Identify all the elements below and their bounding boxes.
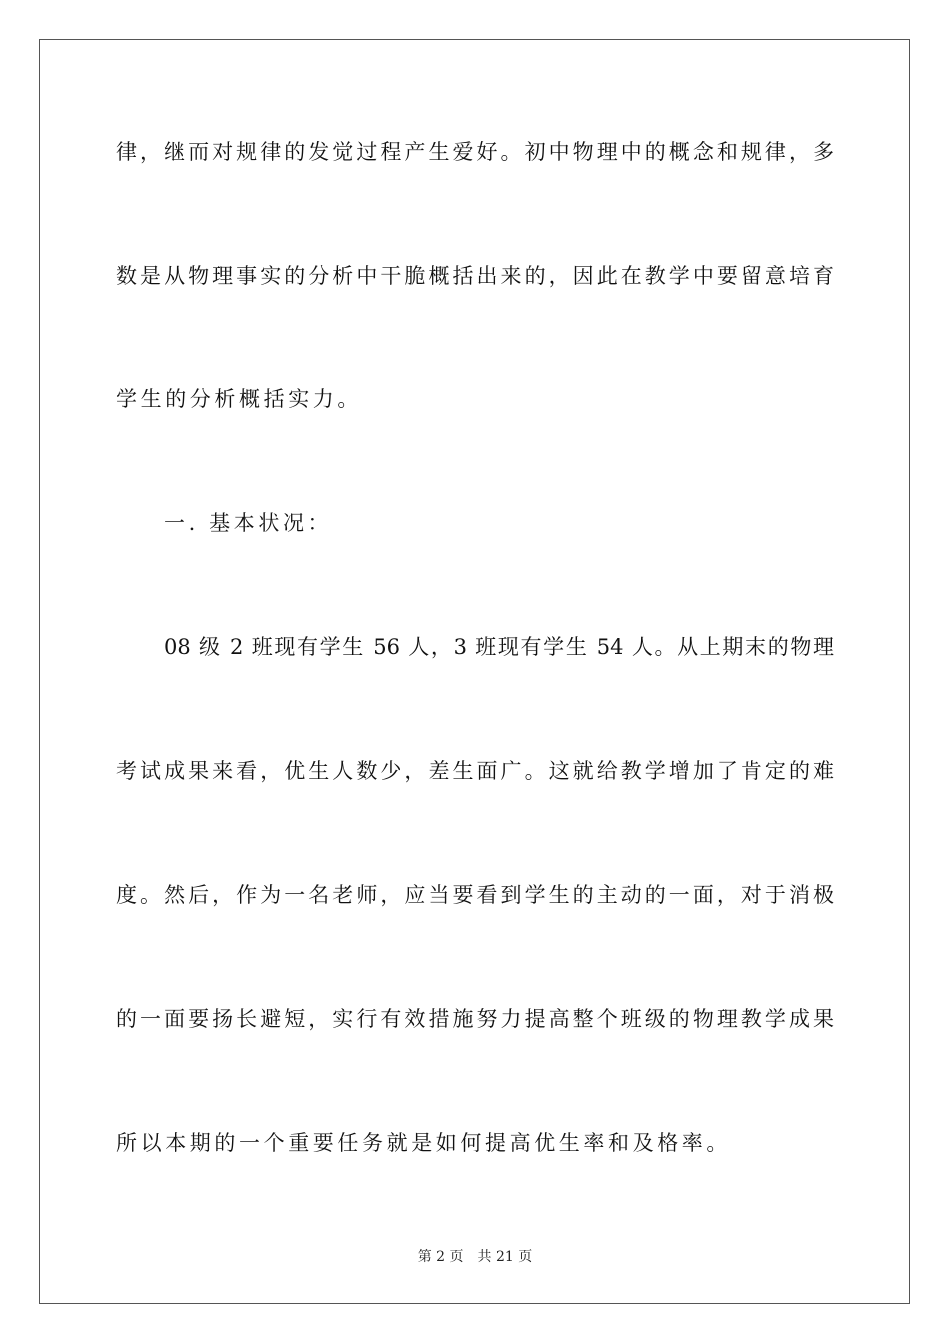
paragraph-line-2: 数是从物理事实的分析中干脆概括出来的，因此在教学中要留意培育 [116,264,834,288]
section-heading: 一. 基本状况： [164,511,333,535]
total-pages: 共 21 页 [477,1249,533,1265]
paragraph-line-3: 学生的分析概括实力。 [116,387,362,411]
paragraph-line-4: 08 级 2 班现有学生 56 人，3 班现有学生 54 人。从上期末的物理 [164,635,834,659]
paragraph-line-1: 律，继而对规律的发觉过程产生爱好。初中物理中的概念和规律，多 [116,140,834,164]
paragraph-line-6: 度。然后，作为一名老师，应当要看到学生的主动的一面，对于消极 [116,883,834,907]
page-footer [0,1248,950,1266]
page-border [39,39,910,1304]
paragraph-line-8: 所以本期的一个重要任务就是如何提高优生率和及格率。 [116,1131,731,1155]
page-number: 第 2 页 [417,1249,464,1265]
paragraph-line-5: 考试成果来看，优生人数少，差生面广。这就给教学增加了肯定的难 [116,759,834,783]
paragraph-line-7: 的一面要扬长避短，实行有效措施努力提高整个班级的物理教学成果 [116,1007,834,1031]
